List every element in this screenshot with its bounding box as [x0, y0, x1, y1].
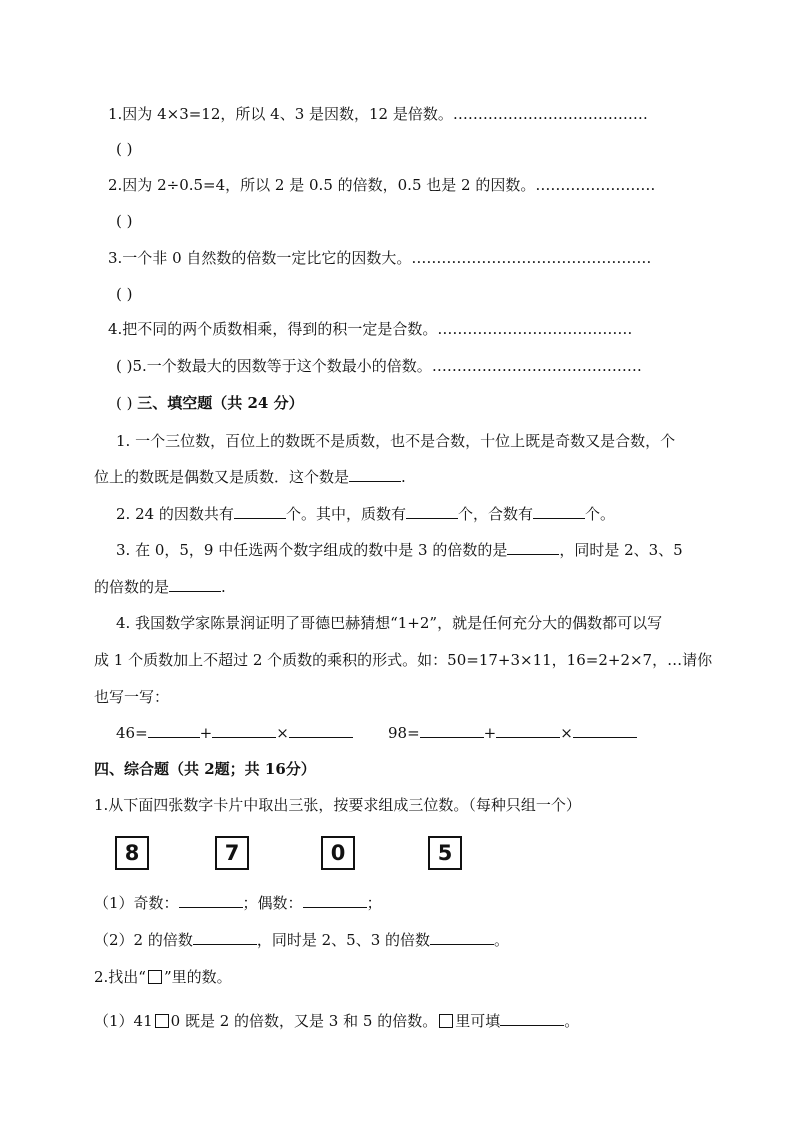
comp-q2-a: 2.找出“	[94, 968, 146, 986]
fill-q3-d: .	[221, 578, 226, 596]
digit-card-4: 5	[428, 836, 462, 870]
judge-q1-answer[interactable]: ( )	[116, 140, 133, 158]
dot-leader: …………………………………………	[411, 249, 652, 267]
fill-q4-eq2	[388, 722, 637, 744]
comp-q1: 1.从下面四张数字卡片中取出三张，按要求组成三位数。（每种只组一个）	[94, 796, 581, 814]
plus-sign: +	[199, 724, 213, 742]
comp-q2-1-d: 。	[564, 1012, 580, 1030]
judge-q3-answer[interactable]: ( )	[116, 285, 133, 303]
answer-blank[interactable]	[234, 504, 286, 519]
answer-blank[interactable]	[533, 504, 585, 519]
answer-blank[interactable]	[430, 930, 494, 945]
comp-q1-2-b: ，同时是 2、5、3 的倍数	[256, 931, 431, 949]
comp-q2	[94, 966, 232, 988]
judge-q2-answer[interactable]: ( )	[116, 212, 133, 230]
fill-q4-line1: 4. 我国数学家陈景润证明了哥德巴赫猜想“1+2”，就是任何充分大的偶数都可以写	[116, 614, 663, 632]
fill-q2-c: 个，合数有	[457, 505, 533, 523]
comp-q1-2-c: 。	[494, 931, 510, 949]
judge-q3-text: 3.一个非 0 自然数的倍数一定比它的因数大。	[108, 249, 412, 267]
square-box-icon	[148, 970, 162, 984]
answer-blank[interactable]	[573, 723, 637, 738]
comp-q2-part1	[94, 1010, 579, 1032]
answer-blank[interactable]	[193, 930, 257, 945]
answer-blank[interactable]	[496, 723, 560, 738]
judge-q1	[108, 103, 648, 125]
fill-q3-line2	[94, 576, 226, 598]
judge-q5	[116, 355, 642, 377]
comp-q2-b: ”里的数。	[163, 968, 232, 986]
fill-q2-d: 个。	[584, 505, 615, 523]
answer-blank[interactable]	[507, 540, 559, 555]
answer-blank[interactable]	[148, 723, 200, 738]
fill-q3-b: ，同时是 2、3、5	[559, 541, 683, 559]
answer-blank[interactable]	[500, 1011, 564, 1026]
answer-blank[interactable]	[169, 577, 221, 592]
fill-q4-line3: 也写一写：	[94, 688, 170, 706]
square-box-icon[interactable]	[155, 1014, 169, 1028]
digit-card-3: 0	[321, 836, 355, 870]
dot-leader: ……………………………………	[431, 357, 642, 375]
digit-card-2: 7	[215, 836, 249, 870]
eq1-label: 46=	[116, 724, 148, 742]
digit-card-1: 8	[115, 836, 149, 870]
fill-q4-eq1	[116, 722, 353, 744]
comp-q1-1-a: （1）奇数：	[94, 894, 179, 912]
fill-q1-line2	[94, 466, 406, 488]
judge-q5-text: 5.一个数最大的因数等于这个数最小的倍数。	[132, 357, 432, 375]
comp-q1-part1	[94, 892, 382, 914]
judge-q5-answer[interactable]: ( )	[116, 394, 133, 412]
fill-q3-c: 的倍数的是	[94, 578, 170, 596]
fill-q2-a: 2. 24 的因数共有	[116, 505, 234, 523]
fill-q1-line1: 1. 一个三位数，百位上的数既不是质数，也不是合数，十位上既是奇数又是合数，个	[116, 432, 676, 450]
fill-section-heading: 三、填空题（共 24 分）	[137, 394, 304, 412]
comp-q1-1-c: ；	[366, 894, 382, 912]
answer-blank[interactable]	[420, 723, 484, 738]
comp-q2-1-b: 0 既是 2 的倍数，又是 3 和 5 的倍数。	[170, 1012, 438, 1030]
comp-q2-1-c: 里可填	[455, 1012, 501, 1030]
judge-q4-text: 4.把不同的两个质数相乘，得到的积一定是合数。	[108, 320, 438, 338]
eq2-label: 98=	[388, 724, 420, 742]
dot-leader: …………………………………	[452, 105, 648, 123]
fill-q3-line1	[116, 539, 683, 561]
answer-blank[interactable]	[406, 504, 458, 519]
answer-blank[interactable]	[289, 723, 353, 738]
fill-q1-text: 位上的数既是偶数又是质数．这个数是	[94, 468, 350, 486]
judge-q1-text: 1.因为 4×3=12，所以 4、3 是因数，12 是倍数。	[108, 105, 453, 123]
comp-q1-2-a: （2）2 的倍数	[94, 931, 193, 949]
fill-q2-b: 个。其中，质数有	[285, 505, 406, 523]
answer-blank[interactable]	[212, 723, 276, 738]
plus-sign: +	[483, 724, 497, 742]
answer-blank[interactable]	[179, 893, 243, 908]
comp-q1-part2	[94, 929, 509, 951]
fill-q2	[116, 503, 615, 525]
comp-section-heading: 四、综合题（共 2题；共 16分）	[94, 760, 316, 778]
dot-leader: ……………………	[535, 176, 656, 194]
comp-q2-1-a: （1）41	[94, 1012, 153, 1030]
times-sign: ×	[276, 724, 289, 742]
fill-heading-row	[116, 392, 304, 414]
judge-q2	[108, 174, 655, 196]
fill-q4-line2: 成 1 个质数加上不超过 2 个质数的乘积的形式。如：50=17+3×11，16=2+2×7，…请你	[94, 651, 713, 669]
fill-q1-end: .	[401, 468, 406, 486]
times-sign: ×	[560, 724, 573, 742]
fill-q3-a: 3. 在 0，5，9 中任选两个数字组成的数中是 3 的倍数的是	[116, 541, 508, 559]
judge-q2-text: 2.因为 2÷0.5=4，所以 2 是 0.5 的倍数，0.5 也是 2 的因数。	[108, 176, 536, 194]
judge-q4-answer[interactable]: ( )	[116, 357, 133, 375]
judge-q4	[108, 318, 632, 340]
answer-blank[interactable]	[303, 893, 367, 908]
comp-q1-1-b: ；偶数：	[242, 894, 303, 912]
square-box-icon	[439, 1014, 453, 1028]
judge-q3	[108, 247, 651, 269]
dot-leader: …………………………………	[437, 320, 633, 338]
answer-blank[interactable]	[349, 467, 401, 482]
